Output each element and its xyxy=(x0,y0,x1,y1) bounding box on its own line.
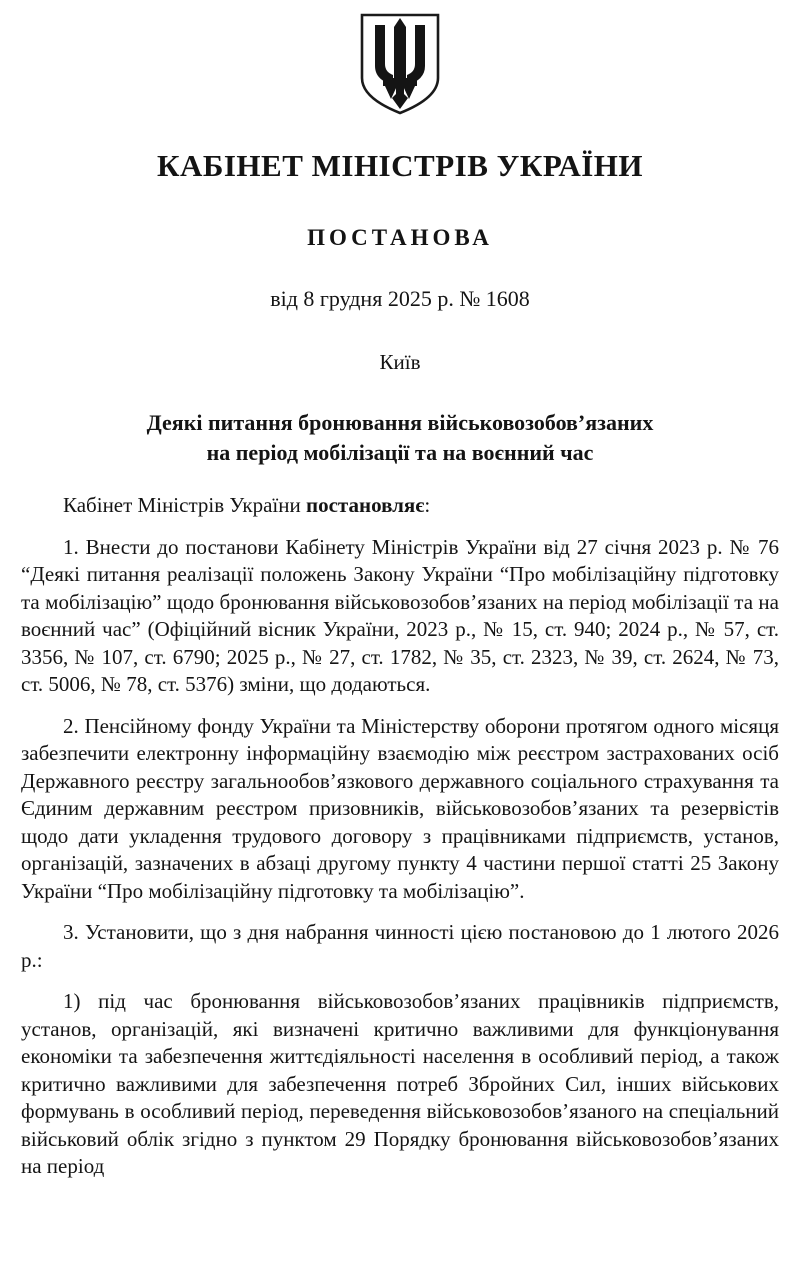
enacting-prefix: Кабінет Міністрів України xyxy=(63,493,306,517)
enacting-bold: постановляє xyxy=(306,493,425,517)
city-line: Київ xyxy=(379,350,421,374)
document-title-line1: Деякі питання бронювання військовозобов’язаних xyxy=(146,410,654,435)
document-title-line2: на період мобілізації та на воєнний час xyxy=(206,440,594,465)
paragraph-2: 2. Пенсійному фонду України та Міністерству оборони протягом одного місяця забезпечити електронну інформаційну взаємодію між реєстром застрахованих осіб Державного реєстру загальнообов’язкового державного соціального страхування та Єдиним державним реєстром призовників, військовозобов’язаних та резервістів щодо дати укладення трудового договору з працівниками підприємств, установ, організацій, зазначених в абзаці другому пункту 4 частини першої статті 25 Закону України “Про мобілізаційну підготовку та мобілізацію”. xyxy=(21,713,779,903)
org-name-heading: КАБІНЕТ МІНІСТРІВ УКРАЇНИ xyxy=(156,148,643,183)
ukraine-trident-icon xyxy=(355,8,445,120)
document-type-heading: ПОСТАНОВА xyxy=(307,225,493,250)
document-title xyxy=(0,408,800,468)
emblem-container xyxy=(0,0,800,120)
document-body xyxy=(0,492,800,1181)
paragraph-1: 1. Внести до постанови Кабінету Міністрів України від 27 січня 2023 р. № 76 “Деякі питання реалізації положень Закону України “Про мобілізаційну підготовку та мобілізацію” щодо бронювання військовозобов’язаних на період мобілізації та на воєнний час” (Офіційний вісник України, 2023 р., № 15, ст. 940; 2024 р., № 57, ст. 3356, № 107, ст. 6790; 2025 р., № 27, ст. 1782, № 35, ст. 2323, № 39, ст. 2624, № 73, ст. 5006, № 78, ст. 5376) зміни, що додаються. xyxy=(21,534,779,696)
date-number-line: від 8 грудня 2025 р. № 1608 xyxy=(270,286,530,311)
paragraph-3-subitem-1: 1) під час бронювання військовозобов’язаних працівників підприємств, установ, організацій, які визначені критично важливими для функціонування економіки та забезпечення життєдіяльності населення в особливий період, а також критично важливими для забезпечення потреб Збройних Сил, інших військових формувань в особливий період, переведення військовозобов’язаного на спеціальний військовий облік згідно з пунктом 29 Порядку бронювання військовозобов’язаних на період xyxy=(21,989,779,1178)
enacting-clause xyxy=(21,492,779,520)
enacting-suffix: : xyxy=(424,493,431,517)
paragraph-3: 3. Установити, що з дня набрання чинності цією постановою до 1 лютого 2026 р.: xyxy=(21,920,779,972)
